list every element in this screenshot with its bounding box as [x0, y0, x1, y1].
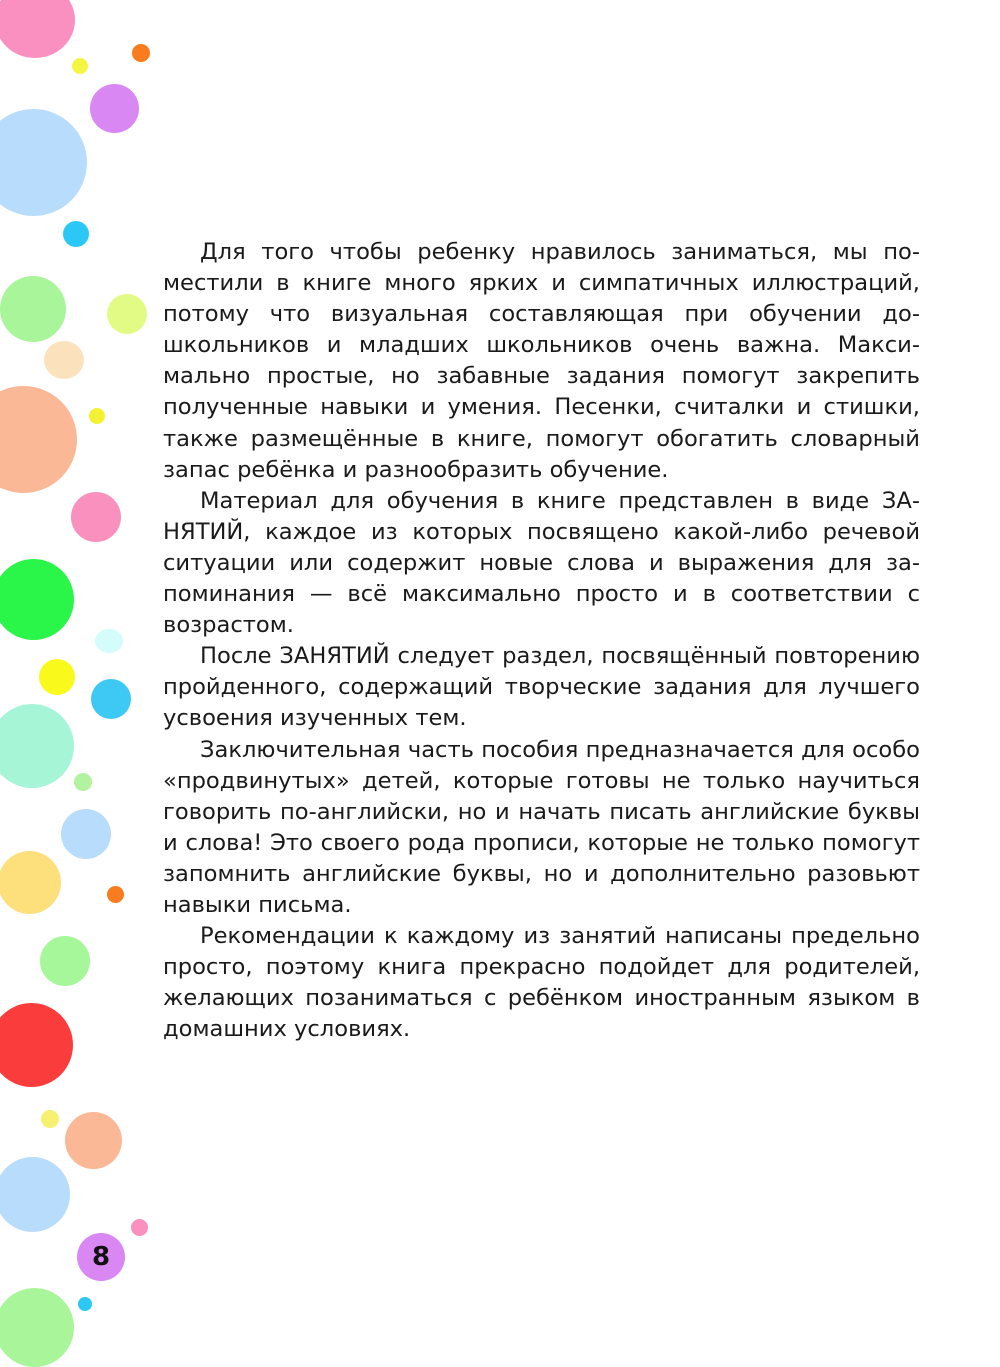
decorative-dot — [0, 1288, 74, 1367]
paragraph: Материал для обучения в книге представлен в виде ЗАНЯТИЙ, каждое из которых посвящено какой-либо речевой ситуации или содержит новые слова и выражения для запоминания — всё максимально просто и в соответствии с возрастом. — [163, 487, 920, 639]
decorative-dot — [44, 341, 84, 379]
paragraph: Заключительная часть пособия предназначается для особо «продвинутых» детей, которые готовы не только научиться говорить по-английски, но и начать писать английские буквы и слова! Это своего рода прописи, которые не только помогут запомнить английские буквы, но и дополнительно разовьют навыки письма. — [163, 736, 920, 918]
decorative-dot — [0, 704, 74, 788]
decorative-dot — [78, 1297, 92, 1311]
decorative-dot — [39, 659, 75, 695]
decorative-dot — [91, 679, 131, 719]
paragraph: После ЗАНЯТИЙ следует раздел, посвящённый повторению пройденного, содержащий творческие задания для лучшего усвоения изученных тем. — [163, 643, 920, 732]
decorative-dot — [0, 851, 61, 914]
decorative-dot — [61, 809, 111, 859]
decorative-dot — [132, 44, 150, 62]
paragraph: Рекомендации к каждому из занятий написаны предельно просто, поэтому книга прекрасно подойдет для родителей, желающих позаниматься с ребёнком иностранным языком в домашних условиях. — [163, 923, 920, 1043]
decorative-dot — [41, 1110, 59, 1128]
decorative-dot — [63, 221, 89, 247]
page-number-label: 8 — [91, 1242, 111, 1272]
decorative-dot — [65, 1112, 122, 1169]
decorative-dot — [71, 492, 121, 542]
decorative-dot — [107, 886, 124, 903]
decorative-dot — [0, 386, 77, 493]
decorative-dot — [0, 559, 74, 640]
page-number — [77, 1233, 125, 1281]
decorative-dot — [90, 84, 139, 133]
decorative-dot — [131, 1219, 148, 1236]
decorative-dot — [74, 773, 92, 791]
paragraph: Для того чтобы ребенку нравилось заниматься, мы поместили в книге много ярких и симпатичных иллюстраций, потому что визуальная составляющая при обучении дошкольников и младших школьников очень важна. Максимально простые, но забавные задания помогут закрепить полученные навыки и умения. Песенки, считалки и стишки, также размещённые в книге, помогут обогатить словарный запас ребёнка и разнообразить обучение. — [163, 239, 920, 483]
body-text — [163, 237, 920, 1045]
decorative-dot — [0, 276, 66, 342]
decorative-dot — [89, 408, 105, 424]
decorative-dot — [107, 294, 147, 334]
decorative-dot — [0, 109, 87, 216]
decorative-dot — [95, 629, 123, 653]
decorative-dot — [72, 58, 88, 74]
decorative-dot — [40, 936, 90, 986]
decorative-dot — [0, 1003, 73, 1087]
decorative-dot — [0, 0, 75, 58]
decorative-dot — [0, 1157, 70, 1232]
